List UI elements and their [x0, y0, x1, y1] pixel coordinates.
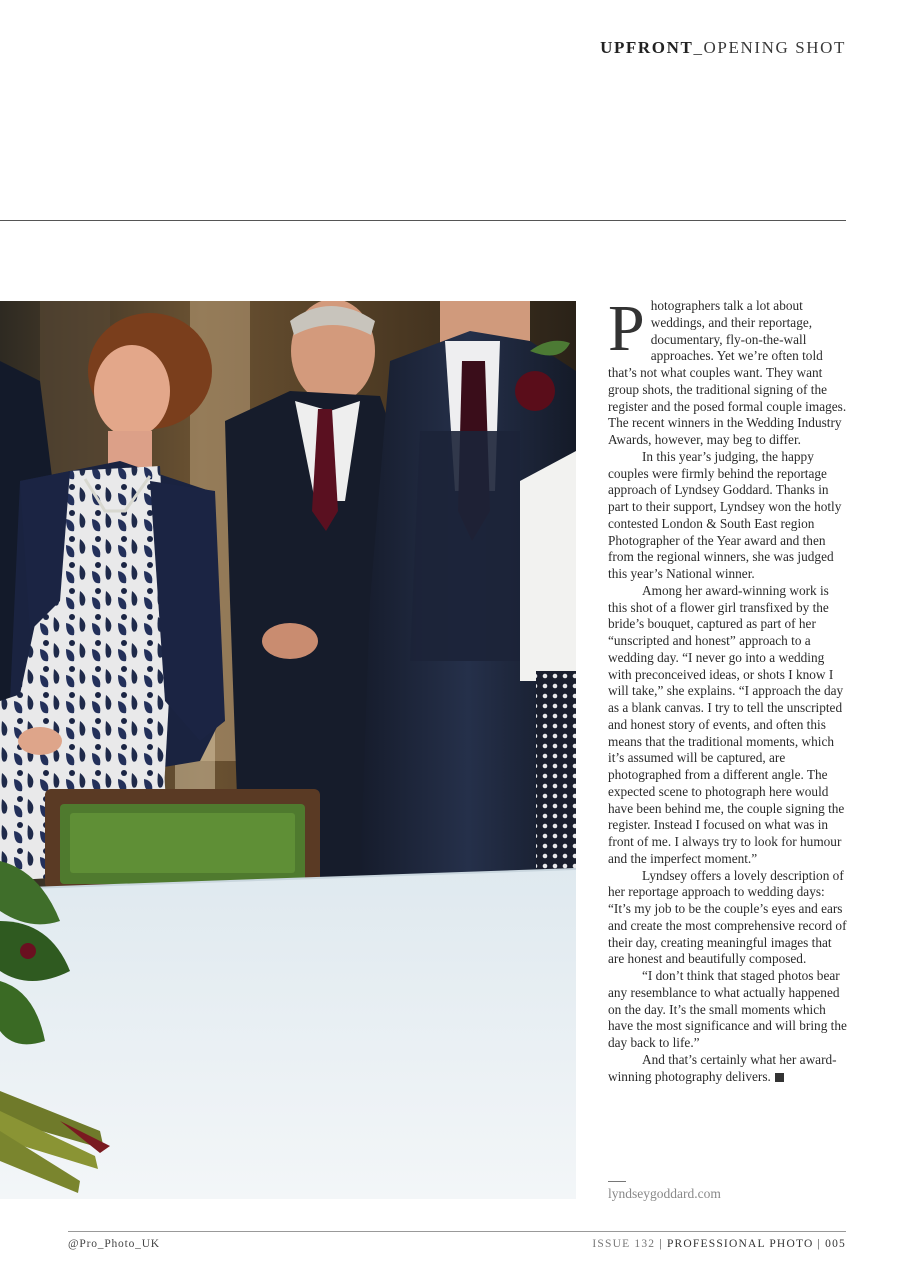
paragraph-text: hotographers talk a lot about weddings, and their reportage, documentary, fly-on-the-wall approaches. Yet we’re often told that’s not what couples want. They want group shots, the traditional signing of the register and the posed formal couple images. The recent winners in the Wedding Industry Awards, however, may beg to differ.	[608, 298, 847, 447]
social-handle: @Pro_Photo_UK	[68, 1238, 160, 1250]
folio-separator: |	[817, 1238, 822, 1250]
header-subsection: OPENING SHOT	[703, 38, 846, 57]
drop-cap: P	[608, 292, 645, 365]
article-paragraph: Lyndsey offers a lovely description of her reportage approach to wedding days: “It’s my job to be the couple’s eyes and ears and create the most comprehensive record of their day, creating meaningful images that are honest and beautifully composed.	[608, 867, 847, 967]
magazine-name: PROFESSIONAL PHOTO	[666, 1238, 814, 1250]
end-mark-icon	[775, 1073, 784, 1082]
wedding-photograph	[0, 301, 576, 1199]
folio	[592, 1238, 846, 1250]
issue-number: ISSUE 132	[592, 1238, 656, 1250]
article-paragraph: “I don’t think that staged photos bear any resemblance to what actually happened on the day. It’s the small moments which have the most significance and will bring the day back to life.”	[608, 968, 847, 1050]
page-number: 005	[825, 1238, 846, 1250]
footer-divider	[68, 1231, 846, 1232]
article-body	[608, 292, 848, 1085]
folio-separator: |	[659, 1238, 663, 1250]
header-separator: _	[693, 38, 704, 57]
paragraph-text: And that’s certainly what her award-winning photography delivers.	[608, 1051, 837, 1084]
header-section: UPFRONT	[600, 38, 694, 57]
credit-divider	[608, 1181, 626, 1182]
article-paragraph: Among her award-winning work is this shot of a flower girl transfixed by the bride’s bouquet, captured as part of her “unscripted and honest” approach to a wedding day. “I never go into a wedding with preconceived ideas, or shots I know I will take,” she explains. “I approach the day as a blank canvas. I try to tell the unscripted and honest story of events, and often this means that the traditional moments, which it’s assumed will be captured, are photographed from a different angle. The expected scene to photograph here would have been behind me, the couple signing the register. Instead I focused on what was in front of me. I always try to look for humour and the imperfect moment.”	[608, 582, 845, 866]
running-header	[600, 38, 846, 58]
article-paragraph: In this year’s judging, the happy couples were firmly behind the reportage approach of Lyndsey Goddard. Thanks in part to their support, Lyndsey won the hotly contested London & South East region Photographer of the Year award and then from the regional winners, she was judged this year’s National winner.	[608, 448, 842, 581]
photographer-website-link[interactable]: lyndseygoddard.com	[608, 1186, 721, 1201]
article-paragraph	[608, 292, 848, 449]
article-paragraph	[608, 1052, 848, 1086]
top-divider	[0, 220, 846, 221]
